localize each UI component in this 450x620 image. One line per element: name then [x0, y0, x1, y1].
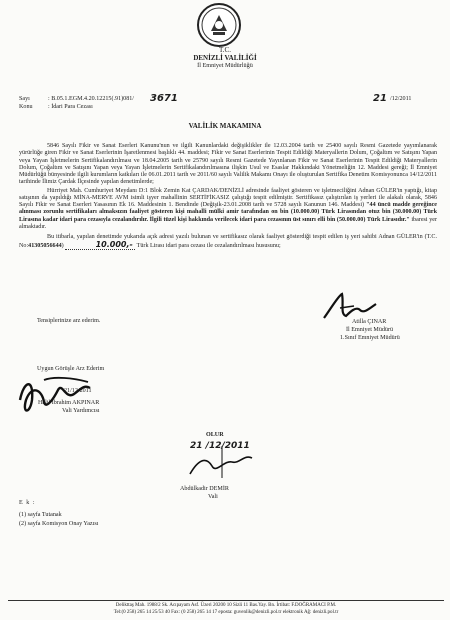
approval-label: OLUR — [206, 432, 224, 438]
paragraph-4: Tensiplerinize arz ederim. — [37, 318, 101, 324]
footer-contact: Tel:(0 258) 265 14 25/53 40 Fax: (0 258) 265 14 17 eposta: guvenlik@denizli.pol.tr elektronik Ağ: denizli.pol.tr — [113, 610, 339, 615]
deputy-approval-date: 21/12/2011 — [64, 388, 92, 394]
tc-number: 41305056644 — [28, 243, 62, 250]
konu-value: : İdari Para Cezası — [48, 104, 93, 110]
police-chief-name: Atilla ÇINAR — [352, 319, 387, 325]
header-governorship: DENİZLİ VALİLİĞİ — [193, 54, 257, 62]
sayi-handwritten-number: 3671 — [150, 93, 178, 104]
paragraph-2 — [19, 188, 437, 232]
police-chief-rank: 1.Sınıf Emniyet Müdürü — [340, 335, 400, 341]
sayi-label: Sayı — [19, 96, 30, 102]
paragraph-3 — [19, 234, 437, 251]
paragraph-2-part-a: Hürriyet Mah. Cumhuriyet Meydanı D:1 Blok Zemin Kat ÇARDAK/DENİZLİ adresinde faaliyet gösteren ve işletmeciliğini Adnan GÜLER'in yaptığı, kitap satışının da yapıldığı MİNA-MERVE AVM isimli işyer mahallinin SERTİFİKASIZ çalıştığı tespit edilmiştir. Sertifikasız çalıştırılan iş yerleri ile alakalı olarak, 5846 Sayılı Fikir ve Sanat Eserleri Yasasının Ek 16. Maddesinin 1. Bendinde (Değişik-23.01.2008 tarih ve 5728 sayılı Kanunun 146. Maddesi) — [19, 187, 437, 208]
paragraph-2-part-c: ibaresi yer almaktadır. — [19, 216, 437, 230]
deputy-governor-name: Halil İbrahim AKPINAR — [38, 400, 100, 406]
governor-name: Abdülkadir DEMİR — [180, 486, 229, 492]
footer-divider — [8, 600, 444, 601]
deputy-governor-title: Vali Yardımcısı — [62, 408, 100, 414]
footer-address: Delikttaş Mah. 1988/2 Sk. Acıpayam Asf. Üzeri 20200 10 Sizli 11 Bas.Yay. Bn. İrtibat: F.DOĞRAMACI P.M. — [115, 603, 337, 608]
attachment-item-2: (2) sayfa Komisyon Onay Yazısı — [19, 521, 99, 527]
deputy-approval-line: Uygun Görüşle Arz Ederim — [37, 366, 105, 372]
paragraph-3-part-c: Türk Lirası idari para cezası ile cezalandırılması hususunu; — [136, 243, 281, 250]
header-department: İl Emniyet Müdürlüğü — [197, 62, 253, 69]
paragraph-2-quote: "44 üncü madde gereğince alınması zorunlu sertifikaları almaksızın faaliyet gösteren kişi mahalli mülki amir tarafından on bin (10.000.00) Türk Lirasından otuz bin (30.000.00) Türk Lirasına kadar idari para cezasıyla cezalandırılır. İlgili tüzel kişi hakkında verilecek idari para cezasının üst sınırı elli bin (50.000.00) Türk Lirasıdır." — [19, 202, 437, 223]
governor-signature-icon — [182, 440, 262, 484]
date-rest: /12/2011 — [390, 96, 412, 102]
approval-date-handwritten: 21 /12/2011 — [190, 441, 250, 451]
sayi-value: : B.05.1.EGM.4.20.12215(.91)081/ — [48, 96, 134, 102]
police-chief-title: İl Emniyet Müdürü — [346, 327, 394, 333]
konu-label: Konu — [19, 104, 33, 110]
governor-title: Vali — [208, 494, 218, 500]
fine-amount-handwritten: 10.000,- — [65, 241, 135, 249]
attachments-label: E k : — [19, 500, 36, 506]
paragraph-3-part-a: Bu itibarla, yapılan denetimde yukarıda açık adresi yazılı bulunan ve sertifikasız olarak faaliyet gösterdiği tespit edilen iş yeri sahibi Adnan GÜLER'in (T.C. No: — [19, 234, 437, 250]
paragraph-3-part-b: ) — [61, 243, 64, 250]
paragraph-1: 5846 Sayılı Fikir ve Sanat Eserleri Kanunu'nun ve ilgili Kanunlardaki değişiklikler ile 12.03.2004 tarih ve 25400 sayılı Resmi Gazetede yayımlanarak yürürlüğe giren Fikir ve Sanat Eserlerinin İşaretlenmesi başlıklı 44. maddesi; Fikir ve Sanat Eserlerinin Tespit Edildiği Materyallerin Dolum, Çoğaltım ve Satışını Yapan veya Yayan İşletmelerin Sertifikalandırılması ve 18.04.2005 tarih ve 25790 sayılı Resmi Gazetede Yayınlanan Fikir ve Sanat Eserlerinin Tespit Edildiği Materyallerin Dolum, Çoğaltım ve Satışını Yapan veya Yayan İşletmelerin Sertifikalandırılmasına ilişkin Usul ve Esaslar Hakkındaki Yönetmeliğin 12. Maddesi gereği; İl Emniyet Müdürlüğü bünyesinde ilgili kurumların katkıları ile 06.01.2011 tarih ve 2011/60 sayılı Valilik Makamı Onayı ile oluşturulan Sertifika Denetim Komisyonunca 14/12/2011 tarihinde İlimiz Çardak İlçesinde yapılan denetimlerde; — [19, 143, 437, 186]
addressee: VALİLİK MAKAMINA — [188, 122, 262, 130]
police-emblem-logo — [197, 3, 241, 47]
attachment-item-1: (1) sayfa Tutanak — [19, 512, 62, 518]
date-handwritten-day: 21 — [373, 93, 387, 104]
header-country: T.C. — [219, 46, 231, 54]
document-body — [19, 143, 437, 251]
